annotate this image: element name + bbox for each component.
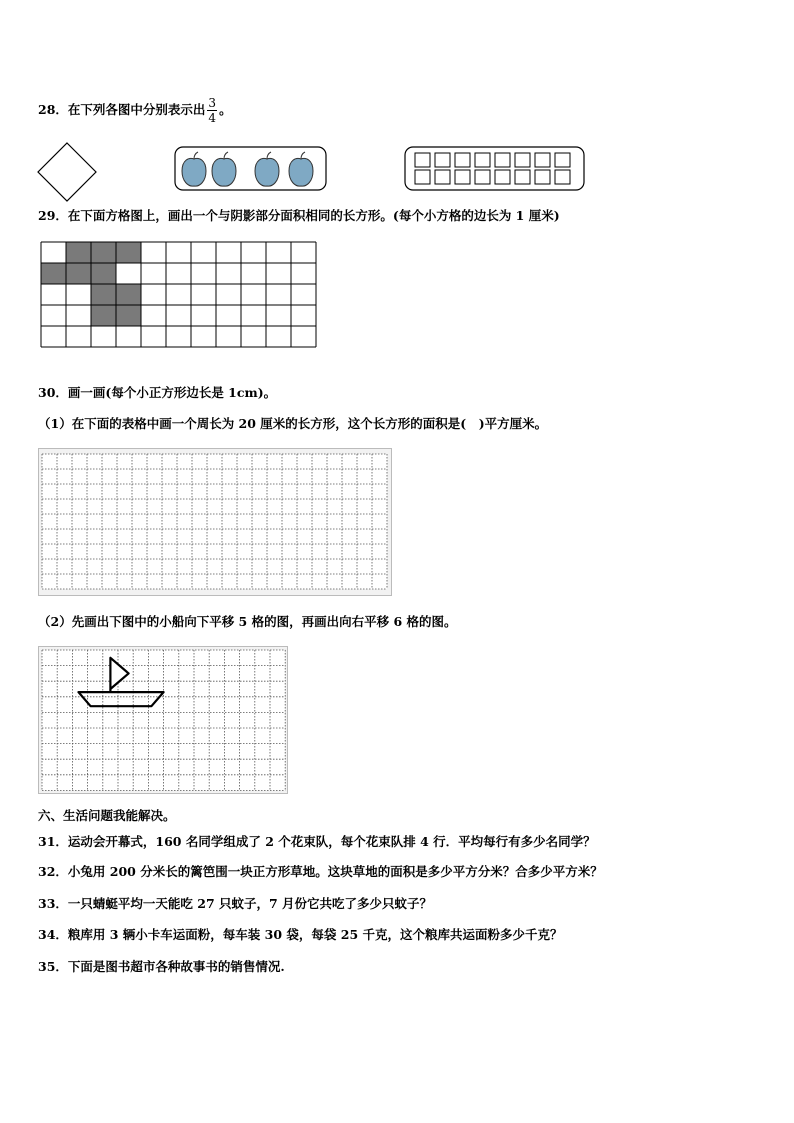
shaded-cell bbox=[66, 263, 91, 284]
q28-end: 。 bbox=[219, 102, 232, 117]
squares-figure[interactable] bbox=[404, 146, 586, 192]
q28-number: 28． bbox=[38, 102, 68, 117]
q29-prompt: 在下面方格图上，画出一个与阴影部分面积相同的长方形。(每个小方格的边长为 1 厘米) bbox=[67, 208, 560, 223]
q29-text bbox=[38, 208, 560, 224]
small-square bbox=[495, 153, 510, 167]
small-square bbox=[515, 153, 530, 167]
small-square bbox=[475, 170, 490, 184]
shaded-cell bbox=[91, 242, 116, 263]
q30-part1-text: （1）在下面的表格中画一个周长为 20 厘米的长方形，这个长方形的面积是( )平方厘米。 bbox=[38, 416, 548, 431]
fraction-denominator: 4 bbox=[208, 111, 217, 125]
q30-part2-text: （2）先画出下图中的小船向下平移 5 格的图，再画出向右平移 6 格的图。 bbox=[38, 614, 457, 629]
shaded-grid[interactable] bbox=[40, 241, 318, 369]
small-square bbox=[515, 170, 530, 184]
q32-text bbox=[38, 864, 603, 880]
q33-prompt: 一只蜻蜓平均一天能吃 27 只蚊子，7 月份它共吃了多少只蚊子？ bbox=[67, 896, 433, 911]
q31-prompt: 运动会开幕式，160 名同学组成了 2 个花束队，每个花束队排 4 行．平均每行有多少名同学？ bbox=[67, 834, 596, 849]
dotted-grid-rectangle[interactable] bbox=[38, 448, 392, 596]
small-square bbox=[415, 170, 430, 184]
small-square bbox=[415, 153, 430, 167]
small-square bbox=[555, 170, 570, 184]
shaded-cell bbox=[91, 305, 116, 326]
q35-prompt: 下面是图书超市各种故事书的销售情况. bbox=[67, 959, 285, 974]
q28-prompt: 在下列各图中分别表示出 bbox=[67, 102, 206, 117]
q33-number: 33． bbox=[38, 896, 68, 911]
small-square bbox=[555, 153, 570, 167]
shaded-cell bbox=[66, 242, 91, 263]
q29-number: 29． bbox=[38, 208, 68, 223]
shaded-cell bbox=[116, 242, 141, 263]
small-square bbox=[435, 170, 450, 184]
q34-prompt: 粮库用 3 辆小卡车运面粉，每车装 30 袋，每袋 25 千克，这个粮库共运面粉多少千克？ bbox=[67, 927, 563, 942]
shaded-cell bbox=[91, 284, 116, 305]
q30-prompt: 画一画(每个小正方形边长是 1cm)。 bbox=[67, 385, 277, 400]
fraction-numerator: 3 bbox=[208, 96, 217, 110]
q30-number: 30． bbox=[38, 385, 68, 400]
q35-text bbox=[38, 959, 285, 975]
q33-text bbox=[38, 896, 432, 912]
q30-text bbox=[38, 385, 276, 401]
small-square bbox=[475, 153, 490, 167]
q35-number: 35． bbox=[38, 959, 68, 974]
fraction-three-quarters bbox=[207, 96, 217, 125]
small-square bbox=[495, 170, 510, 184]
q32-prompt: 小兔用 200 分米长的篱笆围一块正方形草地。这块草地的面积是多少平方分米？合多少平方米？ bbox=[67, 864, 603, 879]
shaded-cell bbox=[91, 263, 116, 284]
q31-number: 31． bbox=[38, 834, 68, 849]
section-six-heading: 六、生活问题我能解决。 bbox=[38, 808, 176, 823]
apples-figure[interactable] bbox=[174, 146, 328, 192]
small-square bbox=[455, 170, 470, 184]
small-square bbox=[535, 170, 550, 184]
shaded-cell bbox=[116, 305, 141, 326]
diamond-figure[interactable] bbox=[36, 140, 100, 204]
shaded-cell bbox=[41, 263, 66, 284]
q28-text bbox=[38, 96, 232, 125]
q32-number: 32． bbox=[38, 864, 68, 879]
q31-text bbox=[38, 834, 596, 850]
small-square bbox=[435, 153, 450, 167]
shaded-cell bbox=[116, 284, 141, 305]
dotted-grid-boat[interactable] bbox=[38, 646, 288, 794]
small-square bbox=[535, 153, 550, 167]
q34-text bbox=[38, 927, 563, 943]
small-square bbox=[455, 153, 470, 167]
q34-number: 34． bbox=[38, 927, 68, 942]
